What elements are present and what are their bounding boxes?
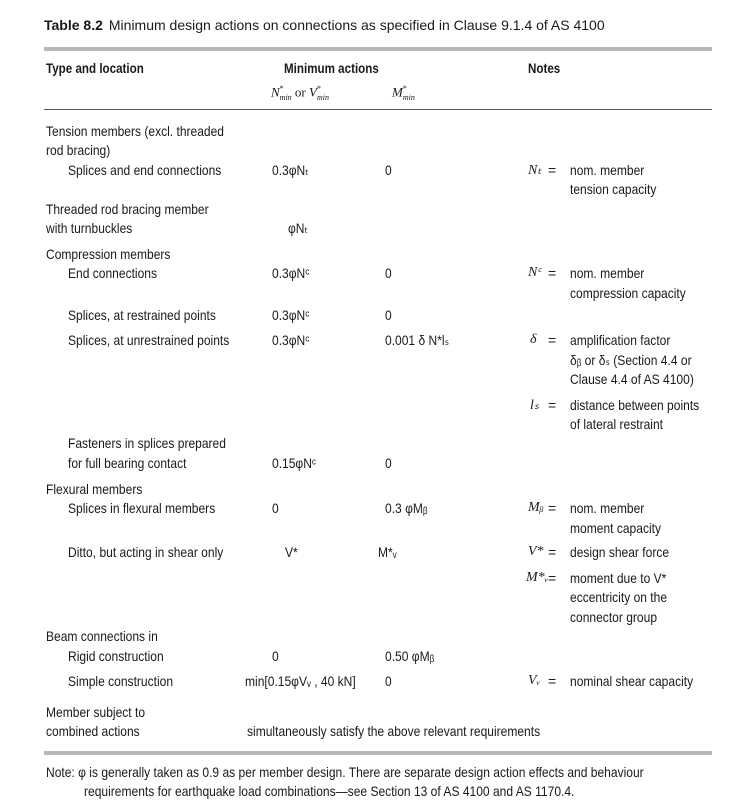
note-text: moment due to V* (570, 570, 667, 586)
note-symbol: lₛ (530, 398, 540, 413)
row-label: Compression members (46, 246, 171, 262)
note-symbol: M*ᵥ (526, 570, 549, 585)
note-equals: = (548, 332, 557, 348)
note-equals: = (548, 570, 557, 586)
row-label: Beam connections in (46, 628, 158, 644)
n-value: 0 (272, 648, 279, 664)
n-value: min[0.15φVᵥ , 40 kN] (245, 673, 356, 689)
note-text: compression capacity (570, 285, 686, 301)
footnote-line-1: Note: φ is generally taken as 0.9 as per member design. There are separate design action effects and behaviour (46, 764, 644, 780)
note-symbol: Mᵦ (528, 500, 544, 515)
row-label: Member subject to (46, 704, 146, 720)
note-text: nom. member (570, 265, 645, 281)
row-label: Ditto, but acting in shear only (68, 544, 224, 560)
m-value: 0 (385, 455, 392, 471)
note-text: tension capacity (570, 181, 657, 197)
m-value: 0.50 φMᵦ (385, 648, 435, 664)
note-text: nom. member (570, 500, 645, 516)
row-label: Rigid construction (68, 648, 164, 664)
note-symbol: Nₜ (528, 163, 542, 178)
n-value: 0.3φNᶜ (272, 307, 310, 323)
n-value: 0.3φNᶜ (272, 265, 310, 281)
row-label: rod bracing) (46, 142, 111, 158)
m-value: 0 (385, 307, 392, 323)
note-text: moment capacity (570, 520, 662, 536)
m-value: 0.3 φMᵦ (385, 500, 428, 516)
note-text: distance between points (570, 397, 700, 413)
m-value: 0 (385, 162, 392, 178)
row-label: for full bearing contact (68, 455, 187, 471)
header-rule (44, 109, 712, 110)
subheader-m: $M^*_{min}$ (392, 84, 415, 102)
row-label: Simple construction (68, 673, 174, 689)
row-label: Splices in flexural members (68, 500, 216, 516)
note-equals: = (548, 397, 557, 413)
note-equals: = (548, 673, 557, 689)
n-value: 0.3φNₜ (272, 162, 309, 178)
n-value: φNₜ (288, 220, 309, 236)
m-value: 0 (385, 265, 392, 281)
note-text: Clause 4.4 of AS 4100) (570, 371, 694, 387)
table-title: Minimum design actions on connections as specified in Clause 9.1.4 of AS 4100 (108, 17, 605, 33)
n-value: V* (285, 544, 298, 560)
top-rule (44, 47, 712, 51)
note-symbol: δ (530, 332, 537, 347)
header-notes: Notes (528, 61, 561, 76)
row-label: with turnbuckles (46, 220, 133, 236)
subheader-n-v: $N^*_{min}$ or $V^*_{min}$ (271, 84, 329, 102)
m-value: 0 (385, 673, 392, 689)
row-label: Splices, at unrestrained points (68, 332, 230, 348)
n-value: 0 (272, 500, 279, 516)
header-type-location: Type and location (46, 61, 144, 76)
note-text: δᵦ or δₛ (Section 4.4 or (570, 352, 692, 368)
note-equals: = (548, 544, 557, 560)
row-label: Fasteners in splices prepared (68, 435, 226, 451)
note-text: of lateral restraint (570, 416, 664, 432)
note-equals: = (548, 500, 557, 516)
table-label: Table 8.2 (44, 17, 103, 33)
note-text: eccentricity on the (570, 589, 668, 605)
note-equals: = (548, 162, 557, 178)
row-label: Flexural members (46, 481, 143, 497)
note-equals: = (548, 265, 557, 281)
note-text: nom. member (570, 162, 645, 178)
m-value: 0.001 δ N*lₛ (385, 332, 450, 348)
note-text: amplification factor (570, 332, 671, 348)
footnote-line-2: requirements for earthquake load combinations—see Section 13 of AS 4100 and AS 1170.4. (84, 783, 575, 799)
note-text: design shear force (570, 544, 670, 560)
row-label: Splices, at restrained points (68, 307, 216, 323)
combined-requirement: simultaneously satisfy the above relevant requirements (247, 723, 541, 739)
note-symbol: Vᵥ (528, 673, 541, 688)
note-symbol: V* (528, 544, 544, 559)
note-text: connector group (570, 609, 658, 625)
m-value: M*ᵥ (378, 544, 397, 560)
row-label: End connections (68, 265, 158, 281)
header-minimum-actions: Minimum actions (284, 61, 379, 76)
row-label: Tension members (excl. threaded (46, 123, 225, 139)
table-caption (44, 17, 605, 33)
n-value: 0.3φNᶜ (272, 332, 310, 348)
row-label: Splices and end connections (68, 162, 222, 178)
n-value: 0.15φNᶜ (272, 455, 317, 471)
row-label: Threaded rod bracing member (46, 201, 209, 217)
note-text: nominal shear capacity (570, 673, 694, 689)
bottom-rule (44, 751, 712, 755)
note-symbol: Nᶜ (528, 265, 542, 280)
row-label: combined actions (46, 723, 140, 739)
